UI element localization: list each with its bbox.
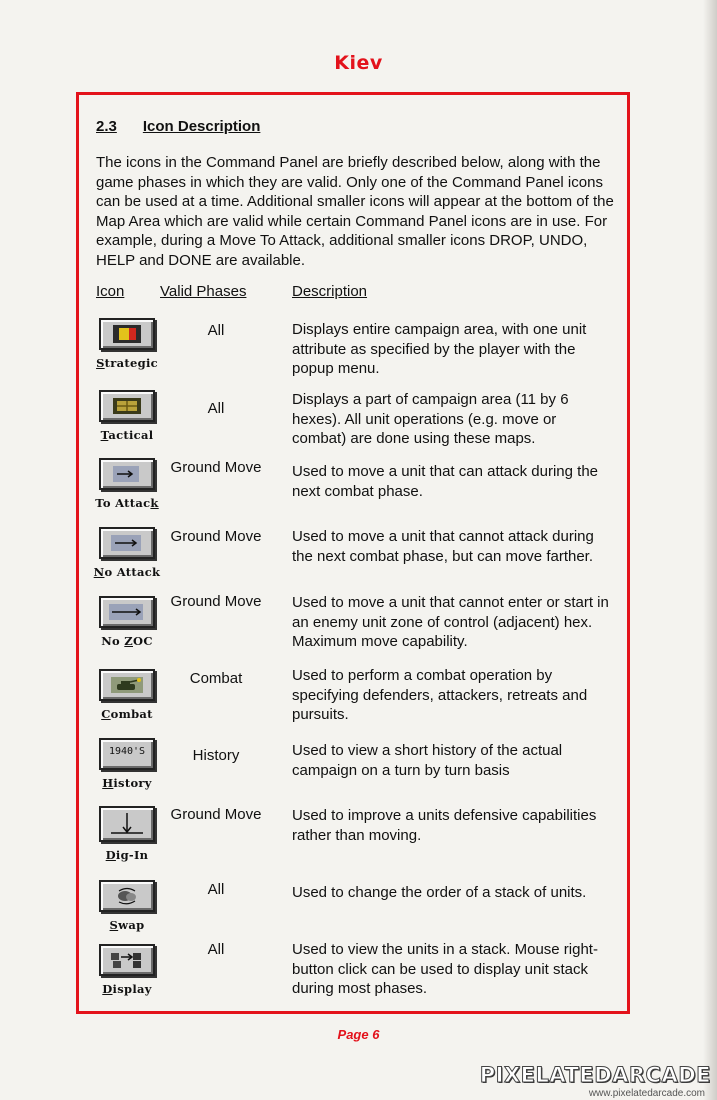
section-title: Icon Description [142,118,261,135]
section-number: 2.3 [96,118,117,135]
description-to-attack: Used to move a unit that can attack during the next combat phase. [292,463,599,500]
phase-swap: All [207,881,225,898]
dig-in-button[interactable]: Dig-In [82,806,172,862]
description-no-zoc: Used to move a unit that cannot enter or start in an enemy unit zone of control (adjacent) hex. Maximum move capability. [292,594,609,650]
strategic-map-icon [99,318,155,350]
phase-strategic: All [207,322,225,339]
tactical-button[interactable]: Tactical [82,390,172,442]
description-swap: Used to change the order of a stack of units. [292,884,587,901]
arrow-right-icon [99,458,155,490]
tactical-map-icon [99,390,155,422]
phase-combat: Combat [189,670,243,687]
phase-dig-in: Ground Move [170,806,262,823]
description-tactical: Displays a part of campaign area (11 by 6 hexes). All unit operations (e.g. move or combat) are done using these maps. [292,391,569,447]
swap-button[interactable]: Swap [82,880,172,932]
long-arrow-icon [99,596,155,628]
description-combat: Used to perform a combat operation by specifying defenders, attackers, retreats and pursuits. [292,667,588,723]
phase-tactical: All [207,400,225,417]
no-attack-button[interactable]: No Attack [82,527,172,579]
description-dig-in: Used to improve a units defensive capabilities rather than moving. [292,807,597,844]
display-button[interactable]: Display [82,944,172,996]
description-strategic: Displays entire campaign area, with one unit attribute as specified by the player with the popup menu. [292,321,587,377]
no-zoc-button[interactable]: No ZOC [82,596,172,648]
to-attack-button[interactable]: To Attack [82,458,172,510]
watermark-url: www.pixelatedarcade.com [588,1088,705,1099]
phase-to-attack: Ground Move [170,459,262,476]
page-edge-shadow [703,0,717,1100]
page-title: Kiev [334,52,383,74]
description-no-attack: Used to move a unit that cannot attack during the next combat phase, but can move farther. [292,528,594,565]
column-header-phases: Valid Phases [160,283,247,300]
phase-history: History [192,747,240,764]
section-heading [96,118,260,135]
description-display: Used to view the units in a stack. Mouse right-button click can be used to display unit stack during most phases. [292,941,598,997]
watermark-brand: PIXELATEDARCADE [479,1063,711,1087]
section-intro: The icons in the Command Panel are briefly described below, along with the game phases in which they are valid. Only one of the Command Panel icons can be used at a time. Additional smaller icons will appear at the bottom of the Map Area which are valid while certain Command Panel icons are in use. For example, during a Move To Attack, additional smaller icons DROP, UNDO, HELP and DONE are available. [96,154,614,269]
history-button[interactable]: 1940'S History [82,738,172,790]
page-number: Page 6 [337,1027,380,1042]
phase-display: All [207,941,225,958]
strategic-button[interactable]: Strategic [82,318,172,370]
tank-icon [99,669,155,701]
column-header-description: Description [292,283,368,300]
column-header-icon: Icon [96,283,125,300]
calendar-1940s-icon: 1940'S [99,738,155,770]
phase-no-zoc: Ground Move [170,593,262,610]
combat-button[interactable]: Combat [82,669,172,721]
swap-icon [99,880,155,912]
phase-no-attack: Ground Move [170,528,262,545]
description-history: Used to view a short history of the actual campaign on a turn by turn basis [292,742,563,779]
arrow-right-icon [99,527,155,559]
shovel-icon [99,806,155,842]
display-stack-icon [99,944,155,976]
